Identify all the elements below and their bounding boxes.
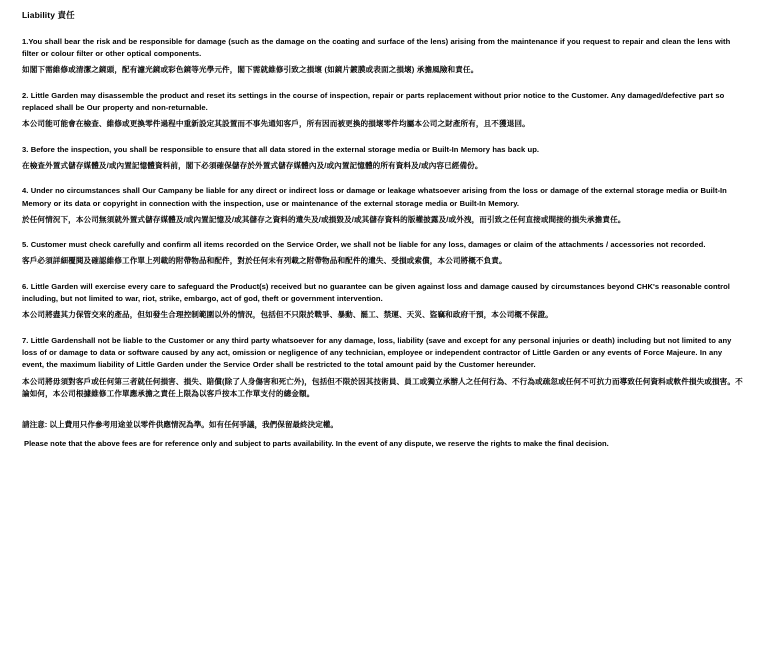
clause-text-zh: 在檢查外置式儲存媒體及/或內置記憶體資料前，閣下必須確保儲存於外置式儲存媒體內及/或內置記憶體的所有資料及/或內容已經備份。 [22, 160, 483, 170]
clause-text-en: 6. Little Garden will exercise every care to safeguard the Product(s) received but no guarantee can be given against loss and damage caused by circumstances beyond CHK's reasonable control including, but not limited to war, riot, strike, embargo, act of god, theft or government intervention. [22, 281, 730, 304]
final-note [22, 419, 744, 451]
final-note-en: Please note that the above fees are for reference only and subject to parts availability. In the event of any dispute, we reserve the rights to make the final decision. [24, 439, 609, 449]
clause-text-zh: 本公司將盡其力保管交來的產品，但如發生合理控制範圍以外的情況，包括但不只限於戰爭、暴動、罷工、禁運、天災、盜竊和政府干預，本公司概不保證。 [22, 310, 553, 320]
clause-item [22, 239, 744, 268]
clause-text-en: 4. Under no circumstances shall Our Campany be liable for any direct or indirect loss or damage or leakage whatsoever arising from the loss or damage of the external storage media or Built-In Memory or its data or copyright in connection with the inspection, use or maintenance of the external storage media or Built-In Memory. [22, 186, 727, 208]
clause-item [22, 335, 744, 400]
clause-item [22, 144, 744, 173]
clause-item [22, 36, 744, 77]
clause-text-zh: 本公司將毋須對客戶或任何第三者就任何損害、損失、賠償(除了人身傷害和死亡外)，包括但不限於因其技術員、員工或獨立承辦人之任何行為、不行為或疏忽或任何不可抗力而導致任何資料或軟件損失或損害。不論如何，本公司根據維修工作單應承擔之責任上限為以客戶按本工作單支付的總金額。 [22, 376, 743, 398]
clause-text-zh: 如閣下需維修或清潔之鏡頭，配有濾光鏡或彩色鏡等光學元件，閣下需就維修引致之損壞 (如鏡片鍍膜或表面之損壞) 承擔風險和責任。 [22, 65, 479, 75]
clause-item [22, 90, 744, 131]
clause-text-en: 1.You shall bear the risk and be responsible for damage (such as the damage on the coating and surface of the lens) arising from the maintenance if you request to repair and clean the lens with filter or colour filter or other optical components. [22, 36, 731, 59]
clause-text-zh: 本公司能可能會在檢查、維修或更換零件過程中重新設定其設置而不事先通知客戶，所有因而被更換的損壞零件均屬本公司之財產所有，且不獲退回。 [22, 119, 530, 129]
clause-text-en: 3. Before the inspection, you shall be responsible to ensure that all data stored in the external storage media or Built-In Memory has back up. [22, 144, 539, 154]
page-title: Liability 責任 [22, 10, 75, 20]
clause-text-en: 2. Little Garden may disassemble the product and reset its settings in the course of inspection, repair or parts replacement without prior notice to the Customer. Any damaged/defective part so replaced shall be Our property and non-returnable. [22, 90, 725, 113]
clause-text-zh: 於任何情況下，本公司無須就外置式儲存媒體及/或內置記憶及/或其儲存之資料的遺失及/或損毀及/或其儲存資料的版權披露及/或外洩，而引致之任何直接或間接的損失承擔責任。 [22, 214, 626, 224]
clause-text-en: 5. Customer must check carefully and confirm all items recorded on the Service Order, we shall not be liable for any loss, damages or claim of the attachments / accessories not recorded. [22, 240, 706, 250]
clause-text-en: 7. Little Gardenshall not be liable to the Customer or any third party whatsoever for any damage, loss, liability (save and except for any personal injuries or death) including but not limited to any loss of or damage to data or software caused by any act, omission or negligence of any technician, employee or independent contractor of Little Garden or any events of Force Majeure. In any event, the maximum liability of Little Garden under the Service Order shall be restricted to the total amount paid by the Customer hereunder. [22, 335, 732, 370]
final-note-zh: 請注意: 以上費用只作參考用途並以零件供應情況為準。如有任何爭議，我們保留最終決定權。 [22, 420, 338, 430]
clause-text-zh: 客戶必須詳細覆閱及確認維修工作單上列載的附帶物品和配件，對於任何未有列載之附帶物品和配件的遺失、受損或索償，本公司將概不負責。 [22, 256, 507, 266]
clause-item [22, 281, 744, 322]
clause-item [22, 185, 744, 226]
